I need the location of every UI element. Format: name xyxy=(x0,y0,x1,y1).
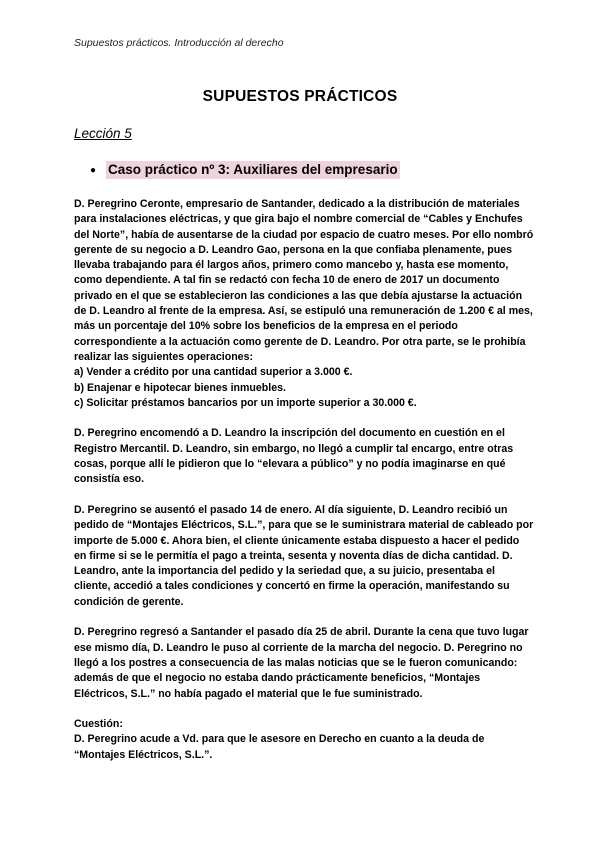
question-label: Cuestión: xyxy=(74,718,123,731)
paragraph-registro: D. Peregrino encomendó a D. Leandro la inscripción del documento en cuestión en el Registro Mercantil. D. Leandro, sin embargo, no llegó a cumplir tal encargo, entre otras cosas, porque allí le pidieron que lo “elevara a público” y no podía imaginarse en qué consistía eso. xyxy=(74,427,514,486)
question-text: D. Peregrino acude a Vd. para que le asesore en Derecho en cuanto a la deuda de “Montajes Eléctricos, S.L.”. xyxy=(74,733,485,761)
operation-c: c) Solicitar préstamos bancarios por un importe superior a 30.000 €. xyxy=(74,396,417,409)
lesson-heading: Lección 5 xyxy=(74,126,132,141)
running-header: Supuestos prácticos. Introducción al derecho xyxy=(74,37,284,49)
case-title: Caso práctico nº 3: Auxiliares del empresario xyxy=(108,162,398,177)
paragraph-intro-text: D. Peregrino Ceronte, empresario de Santander, dedicado a la distribución de materiales para instalaciones eléctricas, y que gira bajo el nombre comercial de “Cables y Enchufes del Norte”, había de ausentarse de la ciudad por espacio de cuatro meses. Por ello nombró gerente de su negocio a D. Leandro Gao, persona en la que confiaba plenamente, pues llevaba trabajando para él largos años, primero como mancebo y, hasta ese momento, como dependiente. A tal fin se redactó con fecha 10 de enero de 2017 un documento privado en el que se establecieron las condiciones a las que debía ajustarse la actuación de D. Leandro al frente de la empresa. Así, se estipuló una remuneración de 1.200 € al mes, más un porcentaje del 10% sobre los beneficios de la empresa en el periodo correspondiente a la actuación como gerente de D. Leandro. Por otra parte, se le prohibía realizar las siguientes operaciones: xyxy=(74,198,534,363)
operation-b: b) Enajenar e hipotecar bienes inmuebles. xyxy=(74,381,286,394)
operation-a: a) Vender a crédito por una cantidad superior a 3.000 €. xyxy=(74,366,353,379)
paragraph-regreso: D. Peregrino regresó a Santander el pasado día 25 de abril. Durante la cena que tuvo lugar ese mismo día, D. Leandro le puso al corriente de la marcha del negocio. D. Peregrino no llegó a los postres a consecuencia de las malas noticias que se le fueron comunicando: además de que el negocio no estaba dando prácticamente beneficios, “Montajes Eléctricos, S.L.” no había pagado el material que le fue suministrado. xyxy=(74,626,529,700)
paragraph-pedido: D. Peregrino se ausentó el pasado 14 de enero. Al día siguiente, D. Leandro recibió un pedido de “Montajes Eléctricos, S.L.”, para que se le suministrara material de cableado por importe de 5.000 €. Ahora bien, el cliente únicamente estaba dispuesto a hacer el pedido en firme si se le permitía el pago a treinta, sesenta y noventa días de dicha cantidad. D. Leandro, ante la importancia del pedido y la seriedad que, a su juicio, presentaba el cliente, accedió a tales condiciones y concertó en firme la operación, manifestando su condición de gerente. xyxy=(74,503,534,608)
case-heading xyxy=(90,161,400,179)
question-block xyxy=(74,717,534,763)
page-title: SUPUESTOS PRÁCTICOS xyxy=(202,88,398,105)
bullet-icon: ● xyxy=(90,164,97,176)
paragraph-intro xyxy=(74,197,534,411)
case-body xyxy=(74,197,534,778)
